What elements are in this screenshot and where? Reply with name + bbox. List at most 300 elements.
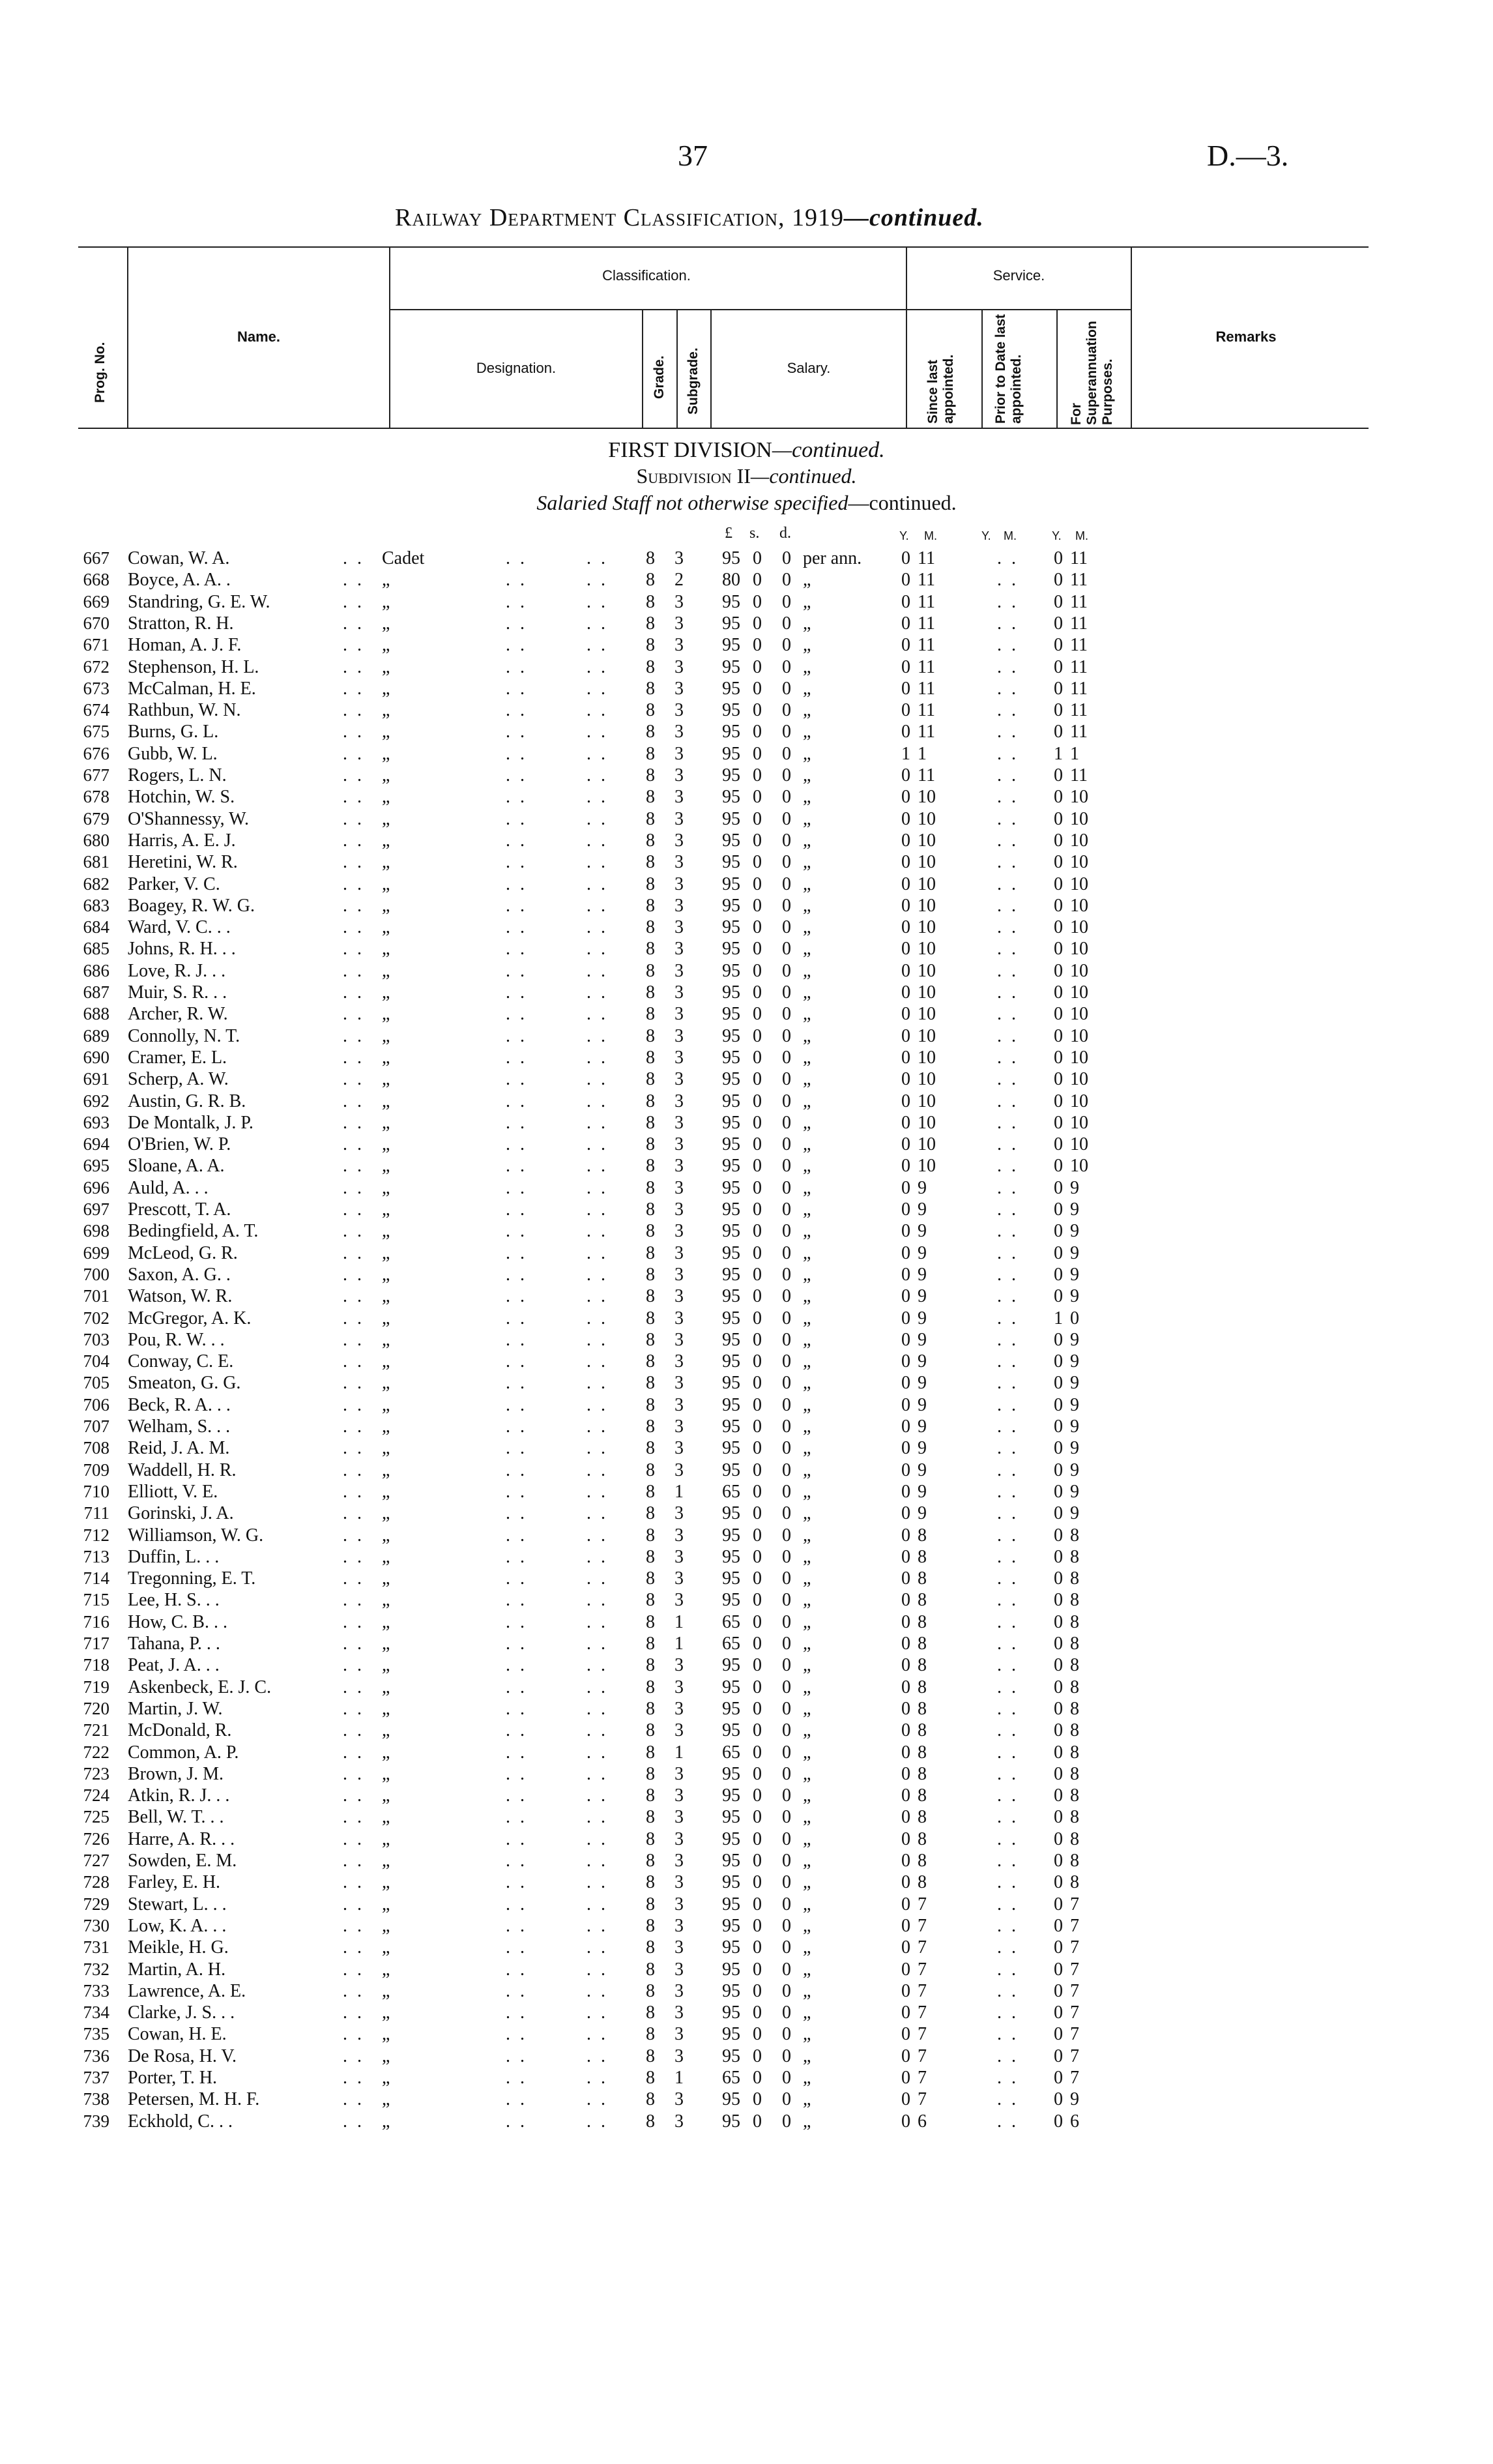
leader: . .	[343, 1351, 364, 1372]
table-row	[0, 1503, 1493, 1524]
since-years: 0	[901, 1177, 910, 1198]
leader: . .	[506, 1937, 527, 1958]
table-row	[0, 1871, 1493, 1893]
salary-shillings: 0	[753, 1264, 762, 1285]
designation: „	[382, 1264, 390, 1285]
prior-dots: . .	[997, 1329, 1019, 1350]
salary-shillings: 0	[753, 2089, 762, 2110]
super-years: 0	[1054, 1937, 1063, 1958]
salary-pounds: 95	[722, 1894, 740, 1914]
salary-pounds: 95	[722, 1959, 740, 1980]
leader: . .	[343, 570, 364, 591]
salary-period: „	[803, 1894, 811, 1914]
subgrade: 1	[674, 1634, 684, 1654]
since-months: 9	[918, 1416, 927, 1437]
name: O'Shannessy, W.	[128, 808, 250, 829]
since-months: 11	[918, 548, 935, 568]
super-months: 11	[1070, 548, 1088, 568]
salary-pence: 0	[782, 1134, 791, 1155]
subgrade: 3	[674, 1959, 684, 1980]
designation: „	[382, 1025, 390, 1046]
table-row	[0, 1611, 1493, 1633]
super-months: 8	[1070, 1785, 1079, 1806]
salary-pounds: 95	[722, 1590, 740, 1611]
salary-shillings: 0	[753, 1177, 762, 1198]
salary-pounds: 80	[722, 570, 740, 591]
grade: 8	[646, 1980, 655, 2001]
since-years: 0	[901, 1590, 910, 1611]
since-months: 10	[918, 1112, 936, 1133]
salary-pence: 0	[782, 1481, 791, 1502]
designation: „	[382, 2046, 390, 2066]
salary-pence: 0	[782, 1980, 791, 2001]
salary-shillings: 0	[753, 743, 762, 764]
subgrade: 1	[674, 1611, 684, 1632]
subgrade: 3	[674, 1937, 684, 1958]
salary-period: per ann.	[803, 548, 862, 568]
super-months: 10	[1070, 1156, 1088, 1177]
table-row	[0, 721, 1493, 742]
designation: „	[382, 570, 390, 591]
super-years: 0	[1054, 1091, 1063, 1111]
salary-shillings: 0	[753, 1047, 762, 1068]
leader: . .	[343, 613, 364, 634]
prior-dots: . .	[997, 2046, 1019, 2066]
salary-pounds: 95	[722, 1828, 740, 1849]
table-row	[0, 1025, 1493, 1047]
salary-period: „	[803, 1872, 811, 1893]
salary-pence: 0	[782, 1698, 791, 1719]
leader: . .	[506, 1655, 527, 1676]
grade: 8	[646, 1851, 655, 1871]
leader: . .	[506, 1373, 527, 1394]
since-months: 11	[918, 591, 935, 612]
since-years: 0	[901, 2089, 910, 2110]
leader: . .	[343, 678, 364, 699]
table-row	[0, 2002, 1493, 2023]
prog-no: 676	[83, 743, 109, 763]
salary-pence: 0	[782, 1242, 791, 1263]
name: Martin, J. W.	[128, 1698, 223, 1719]
salary-pounds: 95	[722, 1373, 740, 1394]
since-years: 0	[901, 1329, 910, 1350]
salary-pounds: 95	[722, 1308, 740, 1328]
since-months: 9	[918, 1286, 927, 1307]
salary-shillings: 0	[753, 1959, 762, 1980]
since-months: 9	[918, 1308, 927, 1328]
designation: „	[382, 1004, 390, 1025]
since-months: 11	[918, 613, 935, 634]
prior-dots: . .	[997, 1785, 1019, 1806]
salary-pounds: 95	[722, 895, 740, 916]
salary-shillings: 0	[753, 1634, 762, 1654]
salary-pounds: 95	[722, 548, 740, 568]
designation: „	[382, 1438, 390, 1459]
subgrade: 3	[674, 743, 684, 764]
name: Duffin, L. . .	[128, 1546, 220, 1567]
prior-dots: . .	[997, 1503, 1019, 1524]
prior-dots: . .	[997, 1937, 1019, 1958]
name: Stratton, R. H.	[128, 613, 234, 634]
leader: . .	[587, 700, 608, 721]
grade: 8	[646, 873, 655, 894]
subgrade: 1	[674, 2068, 684, 2088]
salary-pence: 0	[782, 1416, 791, 1437]
super-months: 10	[1070, 917, 1088, 938]
leader: . .	[343, 852, 364, 873]
name: Stephenson, H. L.	[128, 656, 259, 677]
leader: . .	[343, 1807, 364, 1828]
name: Auld, A. . .	[128, 1177, 209, 1198]
salary-period: „	[803, 1763, 811, 1784]
prior-dots: . .	[997, 1546, 1019, 1567]
leader: . .	[506, 1915, 527, 1936]
salary-pounds: 95	[722, 700, 740, 721]
name: Rathbun, W. N.	[128, 700, 241, 721]
leader: . .	[587, 1351, 608, 1372]
super-months: 10	[1070, 808, 1088, 829]
salary-pence: 0	[782, 982, 791, 1003]
table-row	[0, 1654, 1493, 1676]
designation: „	[382, 1394, 390, 1415]
super-months: 8	[1070, 1763, 1079, 1784]
since-years: 0	[901, 1091, 910, 1111]
salary-pence: 0	[782, 2024, 791, 2045]
leader: . .	[343, 1503, 364, 1524]
prior-dots: . .	[997, 1025, 1019, 1046]
leader: . .	[587, 635, 608, 656]
prior-dots: . .	[997, 1416, 1019, 1437]
col-divider	[676, 309, 678, 429]
name: Stewart, L. . .	[128, 1894, 227, 1914]
salary-shillings: 0	[753, 1698, 762, 1719]
grade: 8	[646, 830, 655, 851]
salary-shillings: 0	[753, 591, 762, 612]
super-years: 1	[1054, 1308, 1063, 1328]
super-months: 10	[1070, 895, 1088, 916]
salary-pounds: 95	[722, 1980, 740, 2001]
leader: . .	[587, 939, 608, 960]
designation: „	[382, 1069, 390, 1090]
salary-shillings: 0	[753, 1785, 762, 1806]
super-months: 8	[1070, 1807, 1079, 1828]
leader: . .	[587, 1047, 608, 1068]
since-months: 7	[918, 2024, 927, 2045]
super-months: 9	[1070, 1438, 1079, 1459]
salary-shillings: 0	[753, 1069, 762, 1090]
leader: . .	[587, 1503, 608, 1524]
super-years: 0	[1054, 1286, 1063, 1307]
leader: . .	[587, 2024, 608, 2045]
since-years: 0	[901, 700, 910, 721]
grade: 8	[646, 939, 655, 960]
grade: 8	[646, 1199, 655, 1220]
leader: . .	[343, 700, 364, 721]
salary-period: „	[803, 2089, 811, 2110]
salary-shillings: 0	[753, 1329, 762, 1350]
prior-dots: . .	[997, 743, 1019, 764]
leader: . .	[506, 1481, 527, 1502]
leader: . .	[343, 1394, 364, 1415]
since-years: 0	[901, 1286, 910, 1307]
name: Common, A. P.	[128, 1742, 239, 1763]
name: Gubb, W. L.	[128, 743, 218, 764]
leader: . .	[506, 939, 527, 960]
leader: . .	[587, 2111, 608, 2132]
super-years: 0	[1054, 852, 1063, 873]
leader: . .	[506, 1611, 527, 1632]
leader: . .	[343, 1611, 364, 1632]
subgrade: 3	[674, 852, 684, 873]
grade: 8	[646, 570, 655, 591]
prior-dots: . .	[997, 1851, 1019, 1871]
prog-no: 717	[83, 1634, 109, 1653]
super-months: 10	[1070, 960, 1088, 981]
prog-no: 733	[83, 1980, 109, 2001]
leader: . .	[587, 743, 608, 764]
since-months: 7	[918, 1980, 927, 2001]
salary-pence: 0	[782, 1004, 791, 1025]
super-months: 9	[1070, 1503, 1079, 1524]
table-row	[0, 1937, 1493, 1958]
super-months: 8	[1070, 1655, 1079, 1676]
salary-pounds: 95	[722, 722, 740, 742]
header-name: Name.	[237, 329, 281, 345]
leader: . .	[587, 1308, 608, 1328]
since-years: 0	[901, 873, 910, 894]
subgrade: 3	[674, 808, 684, 829]
leader: . .	[506, 1221, 527, 1242]
table-row	[0, 1416, 1493, 1437]
since-years: 0	[901, 1199, 910, 1220]
leader: . .	[587, 1156, 608, 1177]
super-years: 0	[1054, 678, 1063, 699]
grade: 8	[646, 787, 655, 808]
salary-shillings: 0	[753, 1568, 762, 1589]
salary-shillings: 0	[753, 635, 762, 656]
salary-period: „	[803, 960, 811, 981]
designation: „	[382, 700, 390, 721]
designation: „	[382, 1980, 390, 2001]
salary-shillings: 0	[753, 1004, 762, 1025]
super-years: 0	[1054, 1156, 1063, 1177]
name: Johns, R. H. . .	[128, 939, 236, 960]
prog-no: 686	[83, 960, 109, 980]
table-row	[0, 1568, 1493, 1589]
leader: . .	[587, 1851, 608, 1871]
leader: . .	[343, 1720, 364, 1741]
prog-no: 705	[83, 1373, 109, 1393]
table-row	[0, 1177, 1493, 1199]
leader: . .	[587, 1286, 608, 1307]
since-months: 9	[918, 1373, 927, 1394]
leader: . .	[587, 808, 608, 829]
super-months: 9	[1070, 1459, 1079, 1480]
leader: . .	[506, 1568, 527, 1589]
table-row	[0, 873, 1493, 895]
grade: 8	[646, 722, 655, 742]
since-years: 0	[901, 895, 910, 916]
super-years: 0	[1054, 613, 1063, 634]
salary-period: „	[803, 1503, 811, 1524]
table-row	[0, 1155, 1493, 1177]
salary-pounds: 65	[722, 1634, 740, 1654]
designation: „	[382, 2111, 390, 2132]
name: McCalman, H. E.	[128, 678, 256, 699]
since-years: 0	[901, 2024, 910, 2045]
super-years: 0	[1054, 1980, 1063, 2001]
subgrade: 2	[674, 570, 684, 591]
salary-shillings: 0	[753, 1525, 762, 1546]
designation: „	[382, 873, 390, 894]
super-months: 8	[1070, 1828, 1079, 1849]
super-years: 0	[1054, 873, 1063, 894]
leader: . .	[587, 1373, 608, 1394]
table-row	[0, 1828, 1493, 1850]
super-years: 0	[1054, 982, 1063, 1003]
super-years: 0	[1054, 1611, 1063, 1632]
header-classification: Classification.	[602, 267, 691, 284]
leader: . .	[343, 2089, 364, 2110]
leader: . .	[587, 1677, 608, 1697]
salary-pence: 0	[782, 1394, 791, 1415]
subgrade: 3	[674, 1351, 684, 1372]
prog-no: 719	[83, 1677, 109, 1697]
prior-dots: . .	[997, 1004, 1019, 1025]
prior-dots: . .	[997, 591, 1019, 612]
leader: . .	[506, 1286, 527, 1307]
subgrade: 3	[674, 1242, 684, 1263]
salary-shillings: 0	[753, 1242, 762, 1263]
prog-no: 724	[83, 1785, 109, 1806]
prior-dots: . .	[997, 613, 1019, 634]
name: Homan, A. J. F.	[128, 635, 242, 656]
table-row	[0, 1481, 1493, 1503]
name: Beck, R. A. . .	[128, 1394, 231, 1415]
prog-no: 672	[83, 656, 109, 677]
prog-no: 680	[83, 830, 109, 850]
salary-pounds: 95	[722, 591, 740, 612]
designation: „	[382, 1698, 390, 1719]
salary-period: „	[803, 570, 811, 591]
salary-pounds: 95	[722, 1004, 740, 1025]
prog-no: 710	[83, 1481, 109, 1501]
prior-dots: . .	[997, 1590, 1019, 1611]
grade: 8	[646, 1937, 655, 1958]
salary-pounds: 95	[722, 2111, 740, 2132]
super-months: 11	[1070, 700, 1088, 721]
grade: 8	[646, 1459, 655, 1480]
leader: . .	[506, 917, 527, 938]
designation: „	[382, 1546, 390, 1567]
salary-pounds: 95	[722, 1069, 740, 1090]
table-row	[0, 1546, 1493, 1568]
salary-shillings: 0	[753, 700, 762, 721]
prior-dots: . .	[997, 1481, 1019, 1502]
header-prior-to: Prior to Date last appointed.	[993, 314, 1024, 424]
since-months: 8	[918, 1763, 927, 1784]
salary-pence: 0	[782, 1438, 791, 1459]
designation: „	[382, 656, 390, 677]
super-months: 9	[1070, 1329, 1079, 1350]
grade: 8	[646, 960, 655, 981]
designation: „	[382, 1503, 390, 1524]
since-months: 8	[918, 1655, 927, 1676]
name: De Rosa, H. V.	[128, 2046, 237, 2066]
super-years: 0	[1054, 765, 1063, 785]
designation: „	[382, 2002, 390, 2023]
super-years: 0	[1054, 1112, 1063, 1133]
leader: . .	[506, 1264, 527, 1285]
leader: . .	[343, 1112, 364, 1133]
super-years: 0	[1054, 1481, 1063, 1502]
leader: . .	[343, 1221, 364, 1242]
super-years: 0	[1054, 570, 1063, 591]
leader: . .	[587, 1091, 608, 1111]
salary-pence: 0	[782, 548, 791, 568]
leader: . .	[343, 2002, 364, 2023]
super-months: 9	[1070, 1264, 1079, 1285]
leader: . .	[587, 548, 608, 568]
table-row	[0, 808, 1493, 830]
salary-period: „	[803, 1959, 811, 1980]
leader: . .	[587, 1459, 608, 1480]
leader: . .	[506, 2002, 527, 2023]
name: Love, R. J. . .	[128, 960, 226, 981]
name: Tahana, P. . .	[128, 1634, 220, 1654]
super-months: 11	[1070, 678, 1088, 699]
designation: „	[382, 1373, 390, 1394]
prog-no: 728	[83, 1872, 109, 1892]
table-row	[0, 699, 1493, 721]
since-years: 0	[901, 1351, 910, 1372]
prior-dots: . .	[997, 678, 1019, 699]
leader: . .	[343, 1634, 364, 1654]
designation: „	[382, 917, 390, 938]
leader: . .	[343, 939, 364, 960]
since-years: 0	[901, 1851, 910, 1871]
salary-period: „	[803, 1634, 811, 1654]
super-months: 9	[1070, 1373, 1079, 1394]
salary-period: „	[803, 765, 811, 785]
since-months: 11	[918, 678, 935, 699]
since-years: 0	[901, 722, 910, 742]
subgrade: 3	[674, 1720, 684, 1741]
leader: . .	[343, 1199, 364, 1220]
grade: 8	[646, 1807, 655, 1828]
name: Conway, C. E.	[128, 1351, 234, 1372]
leader: . .	[343, 1980, 364, 2001]
prog-no: 714	[83, 1568, 109, 1589]
salary-shillings: 0	[753, 548, 762, 568]
salary-period: „	[803, 722, 811, 742]
subgrade: 3	[674, 1199, 684, 1220]
salary-shillings: 0	[753, 1156, 762, 1177]
super-years: 0	[1054, 2046, 1063, 2066]
super-months: 10	[1070, 982, 1088, 1003]
salary-pounds: 95	[722, 1025, 740, 1046]
leader: . .	[587, 1763, 608, 1784]
leader: . .	[343, 808, 364, 829]
salary-pence: 0	[782, 1025, 791, 1046]
super-years: 0	[1054, 1915, 1063, 1936]
table-row	[0, 1785, 1493, 1806]
salary-pence: 0	[782, 1807, 791, 1828]
prog-no: 735	[83, 2024, 109, 2044]
leader: . .	[343, 1134, 364, 1155]
grade: 8	[646, 678, 655, 699]
prog-no: 691	[83, 1069, 109, 1089]
